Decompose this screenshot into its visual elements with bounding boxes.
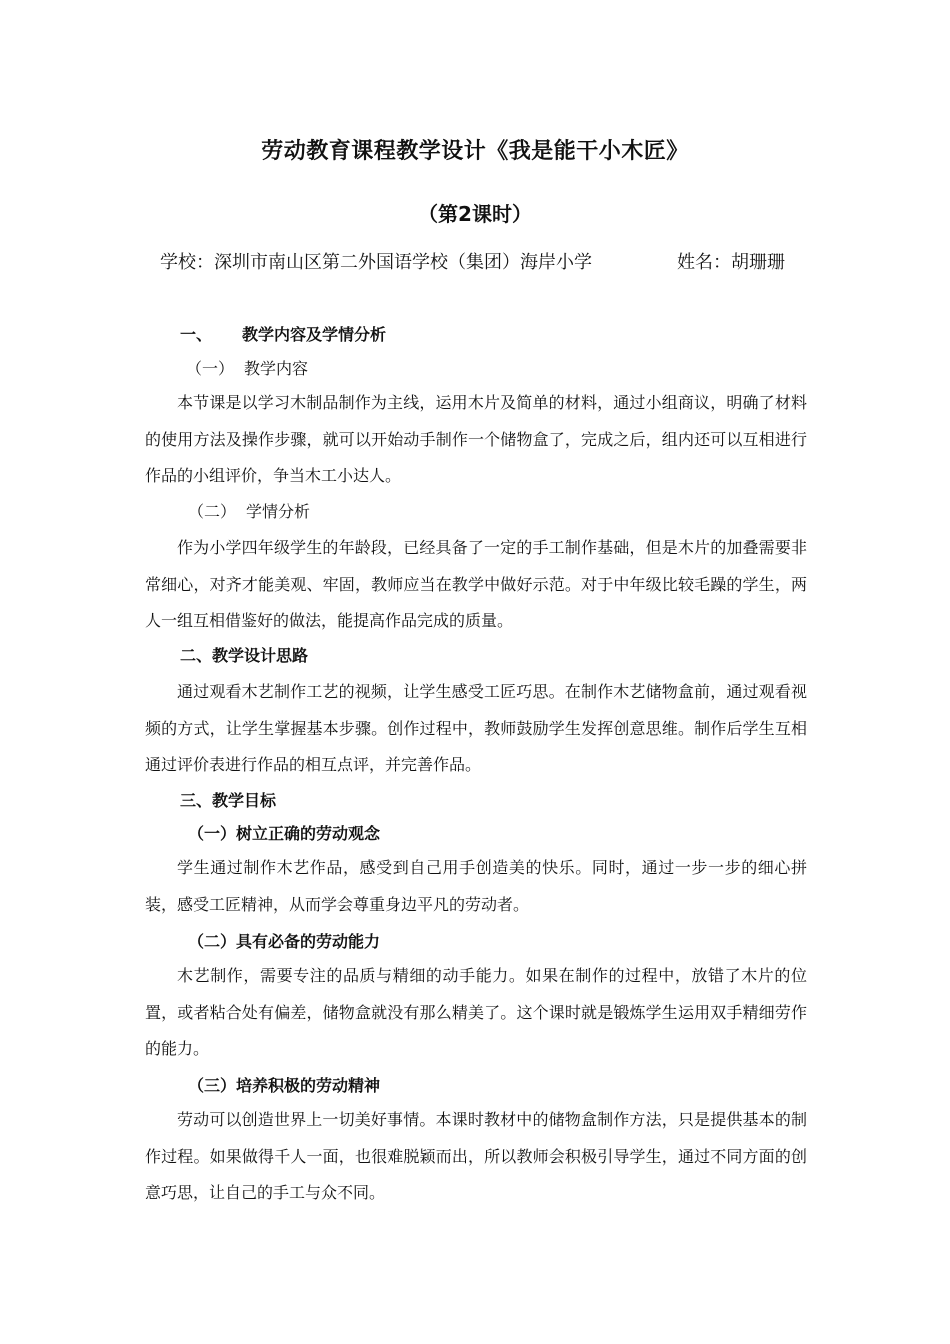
section-3-heading: 三、教学目标 [180,791,277,810]
subsection-3-1-heading: （一）树立正确的劳动观念 [188,824,381,843]
subsection-1-2-number: （二） [188,502,237,521]
document-subtitle: （第2课时） [418,202,532,226]
author-name: 姓名：胡珊珊 [677,252,785,273]
school-info: 学校：深圳市南山区第二外国语学校（集团）海岸小学 [160,252,592,273]
subsection-1-1-title: 教学内容 [244,359,309,378]
paragraph-teaching-content: 本节课是以学习木制品制作为主线，运用木片及简单的材料，通过小组商议，明确了材料的使用方法及操作步骤，就可以开始动手制作一个储物盒了，完成之后，组内还可以互相进行作品的小组评价，争当木工小达人。 [145,393,807,485]
section-1-heading [180,322,386,348]
subsection-1-2-title: 学情分析 [246,502,311,521]
section-2-heading: 二、教学设计思路 [180,646,309,665]
subsection-1-1-number: （一） [186,359,235,378]
document-title: 劳动教育课程教学设计《我是能干小木匠》 [261,139,689,164]
section-1-title: 教学内容及学情分析 [242,325,387,344]
subsection-3-2-heading: （二）具有必备的劳动能力 [188,932,381,951]
paragraph-labor-concept: 学生通过制作木艺作品，感受到自己用手创造美的快乐。同时，通过一步一步的细心拼装，感受工匠精神，从而学会尊重身边平凡的劳动者。 [145,858,807,914]
paragraph-design-ideas: 通过观看木艺制作工艺的视频，让学生感受工匠巧思。在制作木艺储物盒前，通过观看视频的方式，让学生掌握基本步骤。创作过程中，教师鼓励学生发挥创意思维。制作后学生互相通过评价表进行作品的相互点评，并完善作品。 [145,682,807,774]
subsection-1-2-heading [188,499,310,525]
paragraph-labor-spirit: 劳动可以创造世界上一切美好事情。本课时教材中的储物盒制作方法，只是提供基本的制作过程。如果做得千人一面，也很难脱颖而出，所以教师会积极引导学生，通过不同方面的创意巧思，让自己的手工与众不同。 [145,1110,807,1202]
paragraph-labor-ability: 木艺制作，需要专注的品质与精细的动手能力。如果在制作的过程中，放错了木片的位置，或者粘合处有偏差，储物盒就没有那么精美了。这个课时就是锻炼学生运用双手精细劳作的能力。 [145,966,807,1058]
author-info-line [160,249,860,277]
paragraph-student-analysis: 作为小学四年级学生的年龄段，已经具备了一定的手工制作基础，但是木片的加叠需要非常细心，对齐才能美观、牢固，教师应当在教学中做好示范。对于中年级比较毛躁的学生，两人一组互相借鉴好的做法，能提高作品完成的质量。 [145,538,807,630]
subsection-1-1-heading [186,356,308,382]
section-1-number: 一、 [180,325,213,344]
subsection-3-3-heading: （三）培养积极的劳动精神 [188,1076,381,1095]
